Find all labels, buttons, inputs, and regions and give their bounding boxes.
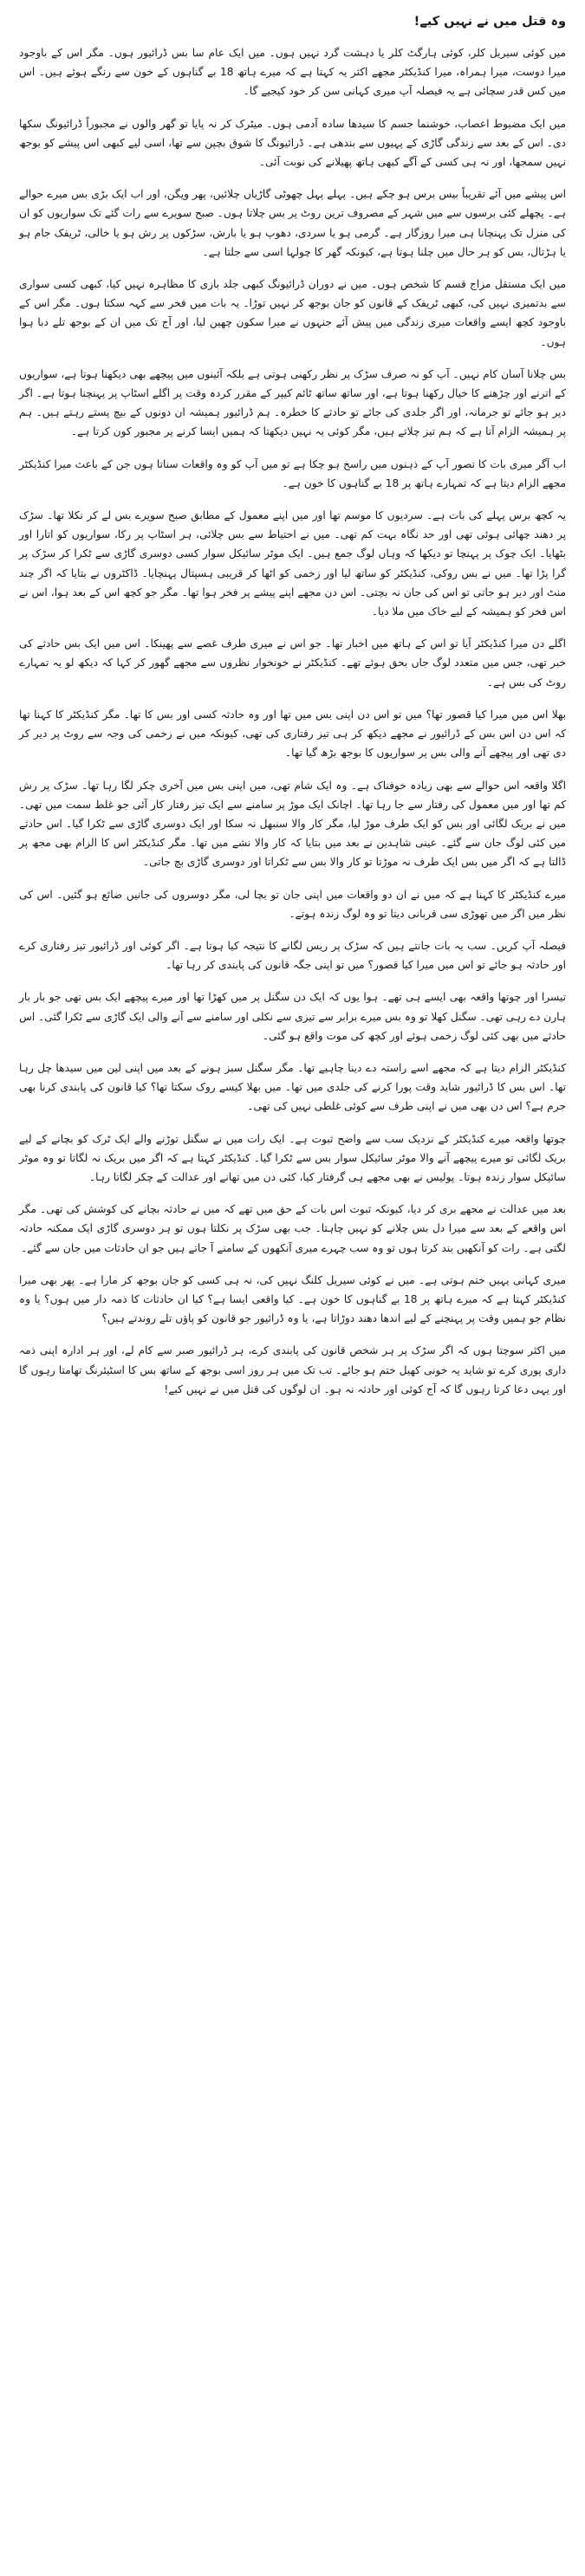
article-paragraph: اگلے دن میرا کنڈیکٹر آیا تو اس کے ہاتھ میں اخبار تھا۔ جو اس نے میری طرف غصے سے پھینکا۔ اس میں ایک بس حادثے کی خبر تھی، جس میں متعدد لوگ جاں بحق ہوئے تھے۔ کنڈیکٹر نے خونخوار نظروں سے مجھے گھور کر کہا کہ دیکھ لو یہ تمہارے روٹ کی بس ہے۔ — [19, 638, 566, 689]
article-paragraph: میں ایک مستقل مزاج قسم کا شخص ہوں۔ میں نے دوران ڈرائیونگ کبھی جلد بازی کا مظاہرہ نہیں کیا، کبھی کسی سواری سے بدتمیزی نہیں کی، کبھی ٹریفک کے قانون کو جان بوجھ کر نہیں توڑا۔ یہ بات میں فخر سے کہہ سکتا ہوں۔ مگر اس کے باوجود کچھ ایسے واقعات میری زندگی میں پیش آئے جنہوں نے میرا سکون چھین لیا، اور آج تک میں ان کے بوجھ تلے دبا ہوا ہوں۔ — [19, 278, 566, 348]
article-paragraph: بعد میں عدالت نے مجھے بری کر دیا، کیونکہ ثبوت اس بات کے حق میں تھے کہ میں نے حادثہ بچانے کی کوشش کی تھی۔ مگر اس واقعے کے بعد سے میرا دل بس چلانے کو نہیں چاہتا۔ جب بھی سڑک پر نکلتا ہوں تو ہر دوسری گاڑی ایک ممکنہ حادثہ لگتی ہے۔ رات کو آنکھیں بند کرتا ہوں تو وہ سب چہرے میری آنکھوں کے سامنے آ جاتے ہیں جو ان حادثات میں جان سے گئے۔ — [19, 1203, 566, 1254]
article-paragraph: اب آگر میری بات کا تصور آپ کے ذہنوں میں راسخ ہو چکا ہے تو میں آپ کو وہ واقعات سناتا ہوں جن کے باعث میرا کنڈیکٹر مجھے الزام دیتا ہے کہ تمہارے ہاتھ پر 18 بے گناہوں کا خون ہے۔ — [19, 457, 566, 489]
article-body — [19, 43, 566, 1399]
article-paragraph: یہ کچھ برس پہلے کی بات ہے۔ سردیوں کا موسم تھا اور میں اپنے معمول کے مطابق صبح سویرے بس لے کر نکلا تھا۔ سڑک پر دھند چھائی ہوئی تھی اور حد نگاہ بہت کم تھی۔ میں نے احتیاط سے بس چلائی، ہر اسٹاپ پر رکا، سواریوں کو اتارا اور بٹھایا۔ ایک چوک پر پہنچا تو دیکھا کہ وہاں لوگ جمع ہیں۔ ایک موٹر سائیکل سوار کسی دوسری گاڑی سے ٹکرا کر سڑک پر گرا پڑا تھا۔ میں نے بس روکی، کنڈیکٹر کو ساتھ لیا اور زخمی کو اٹھا کر قریبی ہسپتال پہنچایا۔ ڈاکٹروں نے بتایا کہ اگر چند منٹ اور دیر ہو جاتی تو اس کی جان نہ بچتی۔ اس دن مجھے اپنے پیشے پر فخر ہوا تھا۔ مگر جو کچھ اس کے بعد ہوا، اس نے اس فخر کو ہمیشہ کے لیے خاک میں ملا دیا۔ — [19, 509, 566, 618]
article-paragraph: بھلا اس میں میرا کیا قصور تھا؟ میں تو اس دن اپنی بس میں تھا اور وہ حادثہ کسی اور بس کا تھا۔ مگر کنڈیکٹر کا کہنا تھا کہ اس دن اس بس کے ڈرائیور نے مجھے دیکھ کر ہی تیز رفتاری کی تھی، کیونکہ میں نے زخمی کی وجہ سے روٹ پر دیر کر دی تھی اور پیچھے آنے والی بس پر سواریوں کا بوجھ بڑھ گیا تھا۔ — [19, 708, 566, 760]
article-paragraph: میں اکثر سوچتا ہوں کہ اگر سڑک پر ہر شخص قانون کی پابندی کرے، ہر ڈرائیور صبر سے کام لے، اور ہر ادارہ اپنی ذمہ داری پوری کرے تو شاید یہ خونی کھیل ختم ہو جائے۔ تب تک میں ہر روز اسی بوجھ کے ساتھ بس کا اسٹیئرنگ تھامتا رہوں گا اور یہی دعا کرتا رہوں گا کہ آج کوئی اور حادثہ نہ ہو۔ ان لوگوں کی قتل میں نے نہیں کیے! — [19, 1344, 566, 1395]
article-paragraph: اگلا واقعہ اس حوالے سے بھی زیادہ خوفناک ہے۔ وہ ایک شام تھی، میں اپنی بس میں آخری چکر لگا رہا تھا۔ سڑک پر رش کم تھا اور میں معمول کی رفتار سے جا رہا تھا۔ اچانک ایک موڑ پر سامنے سے ایک تیز رفتار کار آئی جو غلط سمت میں تھی۔ میں نے بریک لگائی اور بس کو ایک طرف موڑ لیا، مگر کار والا سنبھل نہ سکا اور ایک دوسری گاڑی سے ٹکرا گیا۔ اس حادثے میں کئی لوگ جان سے گئے۔ عینی شاہدین نے بعد میں بتایا کہ کار والا نشے میں تھا۔ مگر کنڈیکٹر اس کا الزام بھی مجھ پر ڈالتا ہے کہ اگر میں بس ایک طرف نہ موڑتا تو کار والا بس سے ٹکراتا اور دوسری گاڑی بچ جاتی۔ — [19, 779, 566, 869]
article-paragraph: چوتھا واقعہ میرے کنڈیکٹر کے نزدیک سب سے واضح ثبوت ہے۔ ایک رات میں نے سگنل توڑنے والے ایک ٹرک کو بچانے کے لیے بریک لگائی تو میرے پیچھے آنے والا موٹر سائیکل سوار بس سے ٹکرا گیا۔ کنڈیکٹر کہتا ہے کہ اگر میں بریک نہ لگاتا تو وہ موٹر سائیکل سوار زندہ ہوتا۔ پولیس نے بھی مجھے ہی گرفتار کیا، کئی دن میں تھانے اور عدالت کے چکر لگاتا رہا۔ — [19, 1132, 566, 1183]
article-paragraph: میرے کنڈیکٹر کا کہنا ہے کہ میں نے ان دو واقعات میں اپنی جان تو بچا لی، مگر دوسروں کی جانیں ضائع ہو گئیں۔ اس کی نظر میں اگر میں تھوڑی سی قربانی دیتا تو وہ لوگ زندہ ہوتے۔ — [19, 888, 566, 920]
article-paragraph: بس چلانا آسان کام نہیں۔ آپ کو نہ صرف سڑک پر نظر رکھنی ہوتی ہے بلکہ آئینوں میں پیچھے بھی دیکھنا ہوتا ہے، سواریوں کے اترنے اور چڑھنے کا خیال رکھنا ہوتا ہے، اور ساتھ ساتھ ٹائم کیپر کے مقرر کردہ وقت پر اگلے اسٹاپ پر پہنچنا ہوتا ہے۔ اگر دیر ہو جائے تو جرمانہ، اور اگر جلدی کی جائے تو حادثے کا خطرہ۔ ہم ڈرائیور ہمیشہ ان دونوں کے بیچ پستے رہتے ہیں۔ ہم پر ہمیشہ الزام آتا ہے کہ ہم تیز چلاتے ہیں، مگر کوئی یہ نہیں دیکھتا کہ ہمیں ایسا کرنے پر مجبور کون کرتا ہے۔ — [19, 367, 566, 438]
article-paragraph: اس پیشے میں آئے تقریباً بیس برس ہو چکے ہیں۔ پہلے پہل چھوٹی گاڑیاں چلائیں، پھر ویگن، اور اب ایک بڑی بس میرے حوالے ہے۔ پچھلے کئی برسوں سے میں شہر کے مصروف ترین روٹ پر بس چلاتا ہوں۔ صبح سویرے سے رات گئے تک سواریوں کو ان کی منزل تک پہنچانا ہی میرا روزگار ہے۔ گرمی ہو یا سردی، دھوپ ہو یا بارش، سڑکوں پر رش ہو یا خالی، ٹریفک جام ہو یا ہڑتال، بس کو ہر حال میں چلنا ہوتا ہے، کیونکہ گھر کا چولہا اسی سے جلتا ہے۔ — [19, 188, 566, 258]
article-paragraph: میں ایک مضبوط اعصاب، خوشنما جسم کا سیدھا سادہ آدمی ہوں۔ میٹرک کر نہ پایا تو گھر والوں نے مجبوراً ڈرائیونگ سکھا دی۔ اس کے بعد سے زندگی گاڑی کے پہیوں سے بندھی ہے۔ ڈرائیونگ کا شوق بچپن سے تھا، اسی لیے کبھی اس پیشے کو بوجھ نہیں سمجھا، اور نہ ہی کسی کے آگے کبھی ہاتھ پھیلانے کی نوبت آئی۔ — [19, 117, 566, 169]
article-paragraph: میری کہانی یہیں ختم ہوتی ہے۔ میں نے کوئی سیریل کلنگ نہیں کی، نہ ہی کسی کو جان بوجھ کر مارا ہے۔ پھر بھی میرا کنڈیکٹر کہتا ہے کہ میرے ہاتھ پر 18 بے گناہوں کا خون ہے۔ کیا واقعی ایسا ہے؟ کیا ان حادثات کا ذمہ دار میں ہوں؟ یا وہ نظام جو ہمیں وقت پر پہنچنے کے لیے اندھا دھند دوڑاتا ہے، یا وہ ڈرائیور جو قانون کو پاؤں تلے روندتے ہیں؟ — [19, 1273, 567, 1325]
article-paragraph: کنڈیکٹر الزام دیتا ہے کہ مجھے اسے راستہ دے دینا چاہیے تھا۔ مگر سگنل سبز ہونے کے بعد میں اپنی لین میں سیدھا چل رہا تھا۔ اس بس کا ڈرائیور شاید وقت پورا کرنے کی جلدی میں تھا۔ میں بھلا کیسے روک سکتا تھا؟ کیا قانون کی پابندی کرنا بھی جرم ہے؟ اس دن بھی میں نے اپنی طرف سے کوئی غلطی نہیں کی تھی۔ — [19, 1061, 566, 1113]
article-title: وہ قتل میں نے نہیں کیے! — [413, 15, 566, 29]
article-paragraph: فیصلہ آپ کریں۔ سب یہ بات جانتے ہیں کہ سڑک پر ریس لگانے کا نتیجہ کیا ہوتا ہے۔ اگر کوئی اور ڈرائیور تیز رفتاری کرے اور حادثہ ہو جائے تو اس میں میرا کیا قصور؟ میں تو اپنی جگہ قانون کی پابندی کر رہا تھا۔ — [19, 939, 566, 972]
article-paragraph: تیسرا اور چوتھا واقعہ بھی ایسے ہی تھے۔ ہوا یوں کہ ایک دن سگنل پر میں کھڑا تھا اور میرے پیچھے ایک بس تھی جو بار بار ہارن دے رہی تھی۔ سگنل کھلا تو وہ بس میرے برابر سے تیزی سے نکلی اور سامنے سے آنے والی ایک گاڑی سے ٹکرا گئی۔ اس حادثے میں بھی کئی لوگ زخمی ہوئے اور کچھ کی موت واقع ہو گئی۔ — [19, 991, 566, 1042]
article-paragraph: میں کوئی سیریل کلر، کوئی ہارگٹ کلر یا دہشت گرد نہیں ہوں۔ میں ایک عام سا بس ڈرائیور ہوں۔ مگر اس کے باوجود میرا دوست، میرا ہمراہ، میرا کنڈیکٹر مجھے اکثر یہ کہتا ہے کہ میرے ہاتھ 18 بے گناہوں کے خون سے رنگے ہوئے ہیں۔ اس میں کس قدر سچائی ہے یہ فیصلہ آپ میری کہانی سن کر خود کیجیے گا۔ — [19, 47, 566, 98]
